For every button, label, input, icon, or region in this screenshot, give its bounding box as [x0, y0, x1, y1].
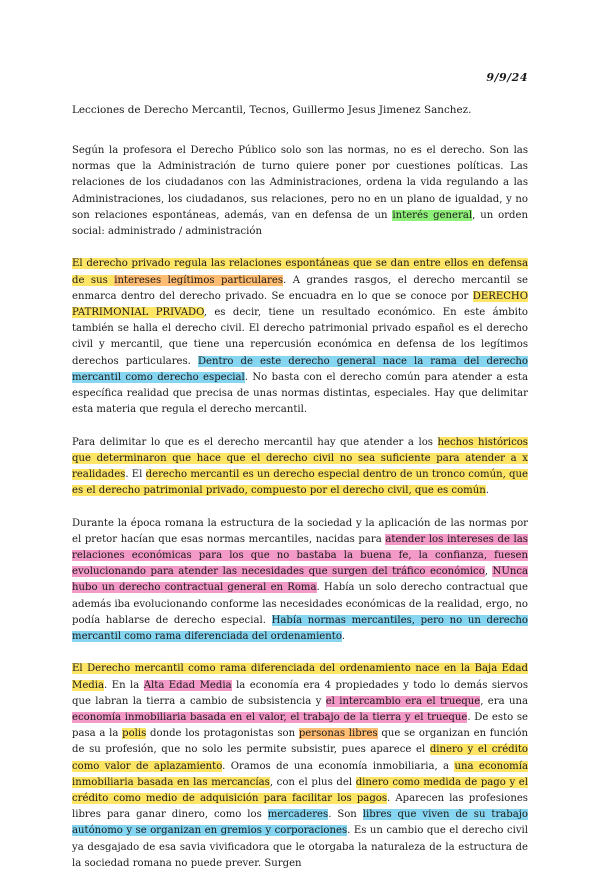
- document-body: [72, 143, 528, 888]
- document-date: 9/9/24: [486, 71, 528, 84]
- text-run: . A grandes rasgos, el derecho mercantil se enmarca dentro del derecho privado. Se encuadra en lo que se conoce por: [72, 274, 529, 302]
- paragraph: [72, 256, 528, 418]
- highlighted-text: DERECHO PATRIMONIAL PRIVADO: [72, 290, 528, 319]
- text-run: . Oramos de una economía inmobiliaria, a: [222, 760, 455, 772]
- text-run: . Aparecen las profesiones libres para ganar dinero, como los: [72, 793, 528, 821]
- highlighted-text: dinero y el crédito como valor de aplazamiento: [72, 744, 529, 772]
- text-run: . De esto se pasa a la: [72, 712, 529, 740]
- text-run: Según la profesora el Derecho Público solo son las normas, no es el derecho. Son las normas que la Administración de turno quiere poner por cuestiones políticas. Las relaciones de los ciudadanos con las Administraciones, ordena la vida regulando a las Administraciones, los ciudadanos, sus relaciones, pero no en un plano de igualdad, y no son relaciones espontáneas, además, van en defensa de un: [72, 145, 528, 221]
- text-run: , era una: [480, 695, 528, 707]
- highlighted-text: personas libres: [298, 728, 378, 740]
- text-run: . No basta con el derecho común para atender a esta específica realidad que precisa de unas normas distintas, especiales. Hay que delimitar esta materia que regula el derecho mercantil.: [72, 371, 528, 416]
- highlighted-text: dinero como medida de pago y el crédito como medio de adquisición para facilitar los pagos: [72, 776, 529, 805]
- text-run: , con el plus del: [269, 776, 356, 788]
- paragraph: [72, 661, 528, 872]
- text-run: donde los protagonistas son: [146, 728, 299, 740]
- text-run: la economía era 4 propiedades y todo lo demás siervos que labran la tierra a cambio de subsistencia y: [72, 679, 528, 707]
- text-run: . En la: [104, 679, 144, 691]
- highlighted-text: atender los intereses de las relaciones económicas para los que no bastaba la buena fe, la confianza, fuesen evolucionando para atender las necesidades que surgen del tráfico económico: [72, 533, 528, 578]
- highlighted-text: polis: [122, 728, 147, 740]
- text-run: .: [485, 485, 489, 497]
- text-run: . El: [125, 469, 146, 481]
- text-run: Para delimitar lo que es el derecho mercantil hay que atender a los: [72, 436, 438, 448]
- paragraph: [72, 516, 528, 646]
- text-run: . Es un cambio que el derecho civil ya desgajado de esa savia vivificadora que le otorgaba la naturaleza de la estructura de la sociedad romana no puede prever. Surgen: [72, 825, 528, 869]
- highlighted-text: Dentro de este derecho general nace la rama del derecho mercantil como derecho especial: [72, 355, 528, 383]
- highlighted-text: Alta Edad Media: [143, 679, 232, 691]
- paragraph: [72, 435, 528, 500]
- highlighted-text: el intercambio era el trueque: [325, 695, 481, 707]
- highlighted-text: interés general: [392, 209, 473, 221]
- paragraph: [72, 143, 528, 240]
- highlighted-text: intereses legítimos particulares: [114, 274, 284, 286]
- text-run: , un orden social: administrado / administración: [72, 209, 528, 238]
- text-run: , es decir, tiene un resultado económico. En este ámbito también se halla el derecho civil. El derecho patrimonial privado español es el derecho civil y mercantil, que tiene una repercusión económica en defensa de los legítimos derechos particulares.: [72, 307, 528, 367]
- highlighted-text: derecho mercantil es un derecho especial dentro de un tronco común, que es el derecho patrimonial privado, compuesto por el derecho civil, que es común: [72, 469, 528, 497]
- highlighted-text: economía inmobiliaria basada en el valor, el trabajo de la tierra y el trueque: [72, 712, 468, 724]
- text-run: . Había un solo derecho contractual que además iba evolucionando conforme las necesidades económicas de la realidad, ergo, no podía hablarse de derecho especial.: [72, 582, 528, 626]
- highlighted-text: una economía inmobiliaria basada en las mercancías: [72, 760, 528, 788]
- highlighted-text: hechos históricos que determinaron que hace que el derecho civil no sea suficiente para atender a x realidades: [72, 436, 528, 481]
- text-run: ,: [484, 566, 493, 578]
- highlighted-text: El Derecho mercantil como rama diferenciada del ordenamiento nace en la Baja Edad Media: [72, 663, 528, 691]
- document-title: Lecciones de Derecho Mercantil, Tecnos, Guillermo Jesus Jimenez Sanchez.: [72, 104, 472, 116]
- text-run: Durante la época romana la estructura de la sociedad y la aplicación de las normas por el pretor hacían que esas normas mercantiles, nacidas para: [72, 517, 528, 545]
- text-run: que se organizan en función de su profesión, que no solo les permite subsistir, pues aparece el: [72, 728, 528, 756]
- highlighted-text: El derecho privado regula las relaciones espontáneas que se dan entre ellos en defensa de sus: [72, 258, 528, 286]
- highlighted-text: NUnca hubo un derecho contractual general en Roma: [72, 566, 528, 594]
- text-run: .: [341, 631, 345, 643]
- text-run: . Son: [328, 809, 363, 821]
- highlighted-text: libres que viven de su trabajo autónomo y se organizan en gremios y corporaciones: [72, 809, 528, 837]
- highlighted-text: Había normas mercantiles, pero no un derecho mercantil como rama diferenciada del ordenamiento: [72, 614, 528, 643]
- highlighted-text: mercaderes: [267, 809, 329, 821]
